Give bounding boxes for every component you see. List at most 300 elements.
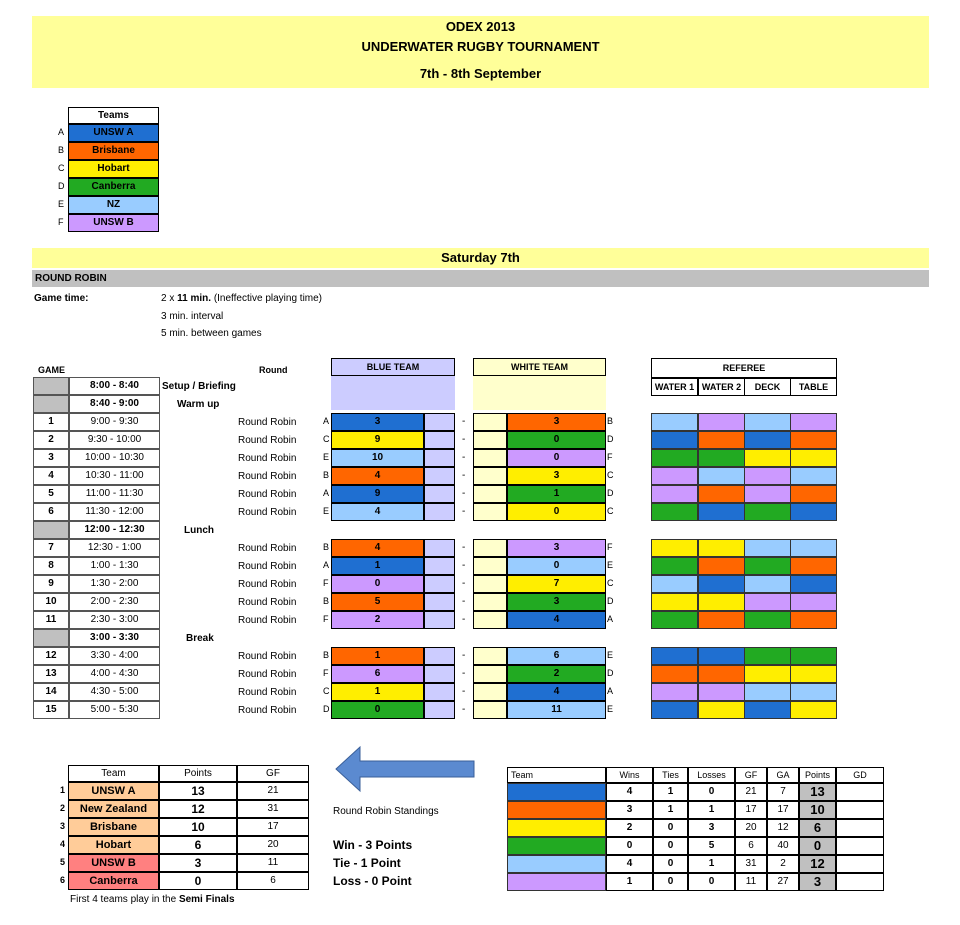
break-game-cell [33,395,69,413]
score-dash: - [462,614,466,625]
break-time: 8:00 - 8:40 [69,377,160,395]
blue-score: 4 [331,539,424,557]
white-extra [473,467,507,485]
score-dash: - [462,506,466,517]
referee-swatch [744,539,791,557]
referee-swatch [651,611,698,629]
standings-ga: 17 [767,801,799,819]
referee-swatch [651,467,698,485]
game-time: 9:00 - 9:30 [69,413,160,431]
blue-letter: A [323,560,330,570]
standings-ga: 12 [767,819,799,837]
referee-swatch [698,593,745,611]
blue-letter: B [323,470,330,480]
ranking-team: Canberra [68,872,159,890]
referee-swatch [790,575,837,593]
blue-extra [424,503,455,521]
standings-ties: 0 [653,855,688,873]
blue-letter: E [323,452,330,462]
white-score: 3 [507,467,606,485]
white-score: 2 [507,665,606,683]
standings-points: 13 [799,783,836,801]
referee-swatch [651,575,698,593]
scoring-tie: Tie - 1 Point [333,856,401,870]
team-name: NZ [68,196,159,214]
game-column-header: GAME [38,365,65,375]
blue-score: 1 [331,557,424,575]
standings-gd [836,783,884,801]
standings-header: Losses [688,767,735,783]
game-time: 4:00 - 4:30 [69,665,160,683]
game-number: 8 [33,557,69,575]
white-extra [473,449,507,467]
round-label: Round Robin [238,453,297,464]
ranking-points-header: Points [159,765,237,782]
team-letter: A [58,127,65,137]
team-letter: D [58,181,65,191]
referee-swatch [744,467,791,485]
standings-gd [836,873,884,891]
standings-team-swatch [507,855,606,873]
ranking-points: 3 [159,854,237,872]
game-time: 11:30 - 12:00 [69,503,160,521]
blue-letter: E [323,506,330,516]
standings-gf: 21 [735,783,767,801]
blue-extra [424,665,455,683]
break-game-cell [33,521,69,539]
referee-swatch [651,665,698,683]
standings-losses: 5 [688,837,735,855]
white-letter: E [607,704,614,714]
referee-swatch [698,575,745,593]
ranking-gf: 20 [237,836,309,854]
round-label: Round Robin [238,543,297,554]
referee-swatch [651,485,698,503]
blue-letter: C [323,686,330,696]
standings-gf: 11 [735,873,767,891]
game-time: 4:30 - 5:00 [69,683,160,701]
ranking-position: 6 [60,875,66,885]
ranking-team: New Zealand [68,800,159,818]
white-score: 1 [507,485,606,503]
standings-gf: 20 [735,819,767,837]
referee-swatch [698,413,745,431]
referee-swatch [651,431,698,449]
standings-wins: 4 [606,783,653,801]
scoring-loss: Loss - 0 Point [333,874,412,888]
referee-swatch [651,539,698,557]
round-label: Round Robin [238,417,297,428]
blue-letter: F [323,578,329,588]
team-name: Canberra [68,178,159,196]
game-number: 10 [33,593,69,611]
arrow-left-icon [334,745,476,793]
game-time: 9:30 - 10:00 [69,431,160,449]
break-game-cell [33,377,69,395]
standings-wins: 0 [606,837,653,855]
standings-gf: 6 [735,837,767,855]
blue-extra [424,557,455,575]
blue-extra [424,647,455,665]
team-name: Brisbane [68,142,159,160]
game-number: 2 [33,431,69,449]
teams-header: Teams [68,107,159,124]
score-dash: - [462,470,466,481]
referee-swatch [651,449,698,467]
standings-points: 3 [799,873,836,891]
blue-extra [424,431,455,449]
round-label: Round Robin [238,705,297,716]
white-extra [473,701,507,719]
standings-losses: 3 [688,819,735,837]
standings-wins: 3 [606,801,653,819]
white-letter: F [607,542,613,552]
standings-losses: 1 [688,801,735,819]
game-time: 3:30 - 4:00 [69,647,160,665]
referee-swatch [698,503,745,521]
break-time: 8:40 - 9:00 [69,395,160,413]
white-team-header: WHITE TEAM [473,358,606,376]
blue-score: 5 [331,593,424,611]
standings-team-swatch [507,873,606,891]
game-time: 2:00 - 2:30 [69,593,160,611]
white-letter: D [607,596,614,606]
standings-gf: 17 [735,801,767,819]
game-number: 12 [33,647,69,665]
referee-swatch [744,683,791,701]
white-letter: C [607,470,614,480]
referee-header: REFEREE [651,358,837,378]
section-title: ROUND ROBIN [32,270,929,287]
round-column-header: Round [259,365,288,375]
white-letter: D [607,434,614,444]
blue-score: 1 [331,647,424,665]
standings-team-swatch [507,783,606,801]
ranking-team: Hobart [68,836,159,854]
standings-losses: 0 [688,783,735,801]
referee-col-w2: WATER 2 [698,378,745,396]
standings-header: GF [735,767,767,783]
game-time: 12:30 - 1:00 [69,539,160,557]
standings-wins: 1 [606,873,653,891]
blue-letter: B [323,542,330,552]
score-dash: - [462,578,466,589]
day-banner: Saturday 7th [32,248,929,268]
standings-losses: 1 [688,855,735,873]
referee-swatch [744,665,791,683]
team-name: Hobart [68,160,159,178]
white-extra [473,647,507,665]
blue-letter: C [323,434,330,444]
team-letter: F [58,217,64,227]
blue-extra [424,539,455,557]
standings-ga: 7 [767,783,799,801]
ranking-position: 3 [60,821,66,831]
white-extra [473,611,507,629]
referee-swatch [790,665,837,683]
blue-team-shade [331,376,455,410]
white-letter: A [607,686,614,696]
referee-swatch [744,593,791,611]
white-extra [473,431,507,449]
standings-gd [836,819,884,837]
referee-swatch [698,539,745,557]
white-score: 0 [507,449,606,467]
gametime-line3: 5 min. between games [161,328,262,339]
blue-score: 9 [331,431,424,449]
referee-swatch [790,539,837,557]
white-score: 3 [507,593,606,611]
referee-swatch [651,683,698,701]
break-game-cell [33,629,69,647]
ranking-position: 1 [60,785,66,795]
standings-points: 0 [799,837,836,855]
white-letter: F [607,452,613,462]
ranking-gf: 6 [237,872,309,890]
game-number: 11 [33,611,69,629]
referee-swatch [790,449,837,467]
standings-ties: 0 [653,837,688,855]
blue-letter: D [323,704,330,714]
round-label: Round Robin [238,489,297,500]
game-time: 10:30 - 11:00 [69,467,160,485]
event-title: ODEX 2013 [445,19,516,34]
standings-ties: 1 [653,783,688,801]
standings-losses: 0 [688,873,735,891]
round-label: Round Robin [238,471,297,482]
ranking-gf: 31 [237,800,309,818]
game-number: 4 [33,467,69,485]
game-time: 1:30 - 2:00 [69,575,160,593]
blue-score: 2 [331,611,424,629]
gametime-line2: 3 min. interval [161,311,224,322]
white-score: 6 [507,647,606,665]
standings-header: Team [507,767,606,783]
break-label: Setup / Briefing [162,381,236,392]
white-extra [473,539,507,557]
game-time: 1:00 - 1:30 [69,557,160,575]
standings-team-swatch [507,837,606,855]
ranking-position: 4 [60,839,66,849]
standings-gd [836,801,884,819]
blue-score: 1 [331,683,424,701]
white-extra [473,665,507,683]
ranking-gf: 11 [237,854,309,872]
score-dash: - [462,416,466,427]
referee-swatch [790,593,837,611]
referee-swatch [744,647,791,665]
blue-extra [424,701,455,719]
referee-swatch [698,557,745,575]
referee-swatch [744,611,791,629]
referee-swatch [790,683,837,701]
break-label: Lunch [184,525,214,536]
white-extra [473,485,507,503]
ranking-gf: 17 [237,818,309,836]
score-dash: - [462,668,466,679]
white-letter: B [607,416,614,426]
standings-ga: 40 [767,837,799,855]
referee-swatch [744,485,791,503]
ranking-gf-header: GF [237,765,309,782]
break-time: 12:00 - 12:30 [69,521,160,539]
round-label: Round Robin [238,687,297,698]
standings-header: GD [836,767,884,783]
standings-ga: 27 [767,873,799,891]
white-score: 3 [507,413,606,431]
game-time: 10:00 - 10:30 [69,449,160,467]
team-letter: B [58,145,65,155]
referee-swatch [651,647,698,665]
standings-gd [836,837,884,855]
referee-col-w1: WATER 1 [651,378,698,396]
referee-swatch [651,701,698,719]
game-time: 5:00 - 5:30 [69,701,160,719]
blue-score: 0 [331,575,424,593]
referee-swatch [698,431,745,449]
referee-swatch [790,611,837,629]
standings-gd [836,855,884,873]
white-score: 4 [507,611,606,629]
round-label: Round Robin [238,579,297,590]
blue-letter: A [323,488,330,498]
scoring-win: Win - 3 Points [333,838,413,852]
game-number: 3 [33,449,69,467]
game-time: 11:00 - 11:30 [69,485,160,503]
referee-swatch [651,503,698,521]
blue-extra [424,683,455,701]
blue-extra [424,593,455,611]
standings-ties: 1 [653,801,688,819]
referee-swatch [790,485,837,503]
score-dash: - [462,452,466,463]
blue-score: 3 [331,413,424,431]
referee-swatch [651,557,698,575]
referee-swatch [744,575,791,593]
score-dash: - [462,542,466,553]
score-dash: - [462,488,466,499]
referee-swatch [698,683,745,701]
team-name: UNSW B [68,214,159,232]
standings-ties: 0 [653,819,688,837]
blue-extra [424,449,455,467]
white-score: 7 [507,575,606,593]
team-letter: E [58,199,65,209]
white-letter: D [607,668,614,678]
referee-swatch [744,557,791,575]
break-time: 3:00 - 3:30 [69,629,160,647]
white-score: 0 [507,431,606,449]
blue-score: 0 [331,701,424,719]
ranking-points: 12 [159,800,237,818]
white-letter: C [607,506,614,516]
white-score: 3 [507,539,606,557]
game-number: 13 [33,665,69,683]
referee-col-deck: DECK [744,378,791,396]
blue-extra [424,611,455,629]
game-number: 6 [33,503,69,521]
blue-extra [424,467,455,485]
referee-swatch [651,593,698,611]
game-number: 7 [33,539,69,557]
round-label: Round Robin [238,561,297,572]
standings-wins: 4 [606,855,653,873]
ranking-team: UNSW A [68,782,159,800]
ranking-position: 5 [60,857,66,867]
note-text: First 4 teams play in the [70,894,179,905]
blue-letter: F [323,668,329,678]
referee-col-table: TABLE [790,378,837,396]
standings-ga: 2 [767,855,799,873]
score-dash: - [462,560,466,571]
blue-score: 6 [331,665,424,683]
gametime-line1: 2 x 11 min. (Ineffective playing time) [161,293,323,304]
referee-swatch [790,647,837,665]
blue-letter: F [323,614,329,624]
ranking-points: 10 [159,818,237,836]
ranking-note [70,894,235,905]
game-number: 15 [33,701,69,719]
standings-header: Points [799,767,836,783]
referee-swatch [698,665,745,683]
round-label: Round Robin [238,651,297,662]
referee-swatch [698,449,745,467]
round-label: Round Robin [238,435,297,446]
ranking-points: 13 [159,782,237,800]
white-score: 11 [507,701,606,719]
referee-swatch [651,413,698,431]
ranking-gf: 21 [237,782,309,800]
referee-swatch [698,647,745,665]
white-extra [473,683,507,701]
white-score: 4 [507,683,606,701]
blue-letter: B [323,650,330,660]
standings-team-swatch [507,819,606,837]
referee-swatch [698,467,745,485]
white-extra [473,557,507,575]
round-label: Round Robin [238,669,297,680]
break-label: Warm up [177,399,220,410]
white-extra [473,593,507,611]
gametime-label: Game time: [34,293,89,304]
standings-header: Ties [653,767,688,783]
blue-score: 9 [331,485,424,503]
blue-score: 10 [331,449,424,467]
game-number: 1 [33,413,69,431]
score-dash: - [462,434,466,445]
team-name: UNSW A [68,124,159,142]
blue-letter: A [323,416,330,426]
white-extra [473,575,507,593]
white-team-shade [473,376,606,410]
team-letter: C [58,163,65,173]
white-letter: C [607,578,614,588]
white-extra [473,413,507,431]
score-dash: - [462,650,466,661]
referee-swatch [744,449,791,467]
referee-swatch [790,701,837,719]
referee-swatch [744,431,791,449]
blue-score: 4 [331,503,424,521]
standings-label: Round Robin Standings [333,806,439,817]
standings-gf: 31 [735,855,767,873]
blue-extra [424,413,455,431]
referee-swatch [790,431,837,449]
ranking-points: 0 [159,872,237,890]
tournament-title: UNDERWATER RUGBY TOURNAMENT [361,39,600,54]
white-score: 0 [507,557,606,575]
standings-points: 10 [799,801,836,819]
